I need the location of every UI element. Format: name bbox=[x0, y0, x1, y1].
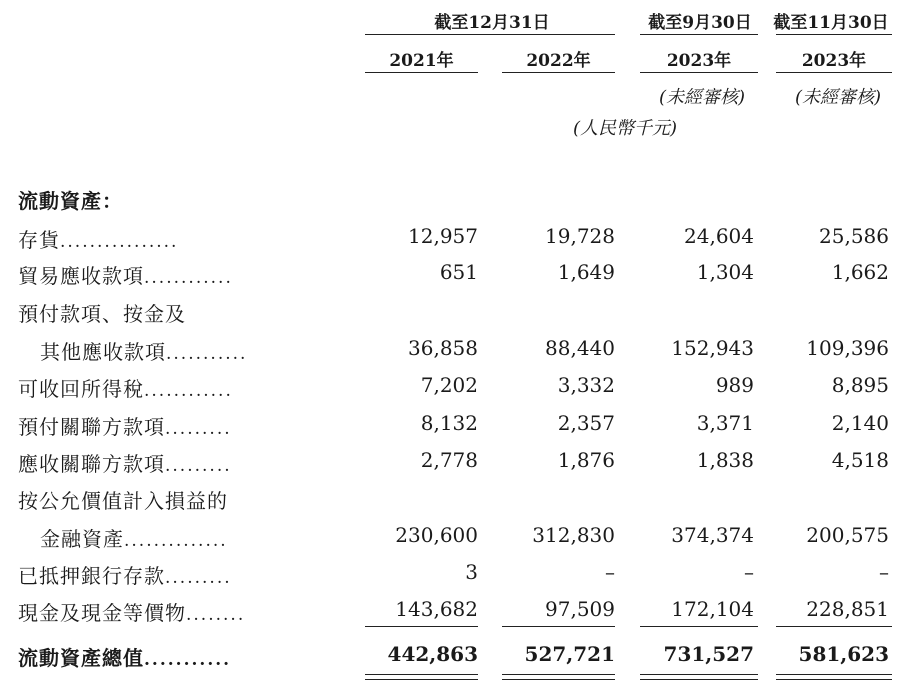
year-header-2023-nov: 2023年 bbox=[801, 51, 867, 71]
leader-dots: ............ bbox=[144, 268, 233, 288]
leader-dots: ........... bbox=[144, 650, 232, 670]
double-rule-2023-nov-b bbox=[776, 679, 892, 680]
year-rule-2023-nov bbox=[776, 72, 892, 73]
cell-2021: 7,202 bbox=[420, 373, 478, 397]
cell-2022: 1,876 bbox=[557, 448, 615, 472]
row-label: 貿易應收款項 bbox=[18, 264, 144, 288]
double-rule-2023-nov-a bbox=[776, 674, 892, 675]
leader-dots: .............. bbox=[124, 531, 228, 551]
cell-2023-nov: 25,586 bbox=[819, 224, 889, 248]
cell-2023-sep: 1,838 bbox=[696, 448, 754, 472]
currency-note: (人民幣千元) bbox=[572, 118, 678, 139]
double-rule-2021-a bbox=[365, 674, 478, 675]
double-rule-2021-b bbox=[365, 679, 478, 680]
cell-2021: 2,778 bbox=[420, 448, 478, 472]
year-header-2021: 2021年 bbox=[389, 51, 454, 71]
row-label: 應收關聯方款項 bbox=[18, 452, 165, 476]
cell-2022: – bbox=[605, 560, 615, 584]
leader-dots: ......... bbox=[165, 568, 232, 588]
cell-2021: 8,132 bbox=[420, 411, 478, 435]
cell-2021: 3 bbox=[465, 560, 478, 584]
subtotal-rule-2021 bbox=[365, 626, 478, 627]
row-label: 流動資產總值 bbox=[18, 646, 144, 670]
total-2022: 527,721 bbox=[524, 642, 615, 666]
year-header-2023-sep: 2023年 bbox=[666, 51, 732, 71]
cell-2022: 88,440 bbox=[545, 336, 615, 360]
header-group-nov30: 截至11月30日 bbox=[773, 13, 889, 33]
leader-dots: ......... bbox=[165, 456, 232, 476]
section-title: 流動資產： bbox=[18, 189, 123, 213]
cell-2022: 312,830 bbox=[532, 523, 615, 547]
cell-2023-nov: 109,396 bbox=[806, 336, 889, 360]
unaudited-note-nov: (未經審核) bbox=[794, 87, 882, 108]
year-header-2022: 2022年 bbox=[526, 51, 591, 71]
row-label: 現金及現金等價物 bbox=[18, 601, 186, 625]
cell-2023-nov: 4,518 bbox=[831, 448, 889, 472]
cell-2023-nov: 1,662 bbox=[831, 260, 889, 284]
total-2021: 442,863 bbox=[387, 642, 478, 666]
row-label: 金融資產 bbox=[40, 527, 124, 551]
double-rule-2022-b bbox=[502, 679, 615, 680]
row-label: 按公允價值計入損益的 bbox=[18, 489, 228, 513]
header-group-dec31-rule bbox=[365, 34, 615, 35]
row-label: 可收回所得稅 bbox=[18, 377, 144, 401]
year-rule-2023-sep bbox=[640, 72, 758, 73]
cell-2021: 12,957 bbox=[408, 224, 478, 248]
row-label: 其他應收款項 bbox=[40, 340, 166, 364]
cell-2023-sep: 152,943 bbox=[671, 336, 754, 360]
header-group-sep30: 截至9月30日 bbox=[648, 13, 752, 33]
cell-2022: 2,357 bbox=[557, 411, 615, 435]
cell-2022: 19,728 bbox=[545, 224, 615, 248]
subtotal-rule-2023-nov bbox=[776, 626, 892, 627]
leader-dots: ................ bbox=[60, 232, 179, 252]
cell-2023-sep: – bbox=[744, 560, 754, 584]
cell-2022: 97,509 bbox=[545, 597, 615, 621]
cell-2021: 36,858 bbox=[408, 336, 478, 360]
row-label: 預付關聯方款項 bbox=[18, 415, 165, 439]
row-label: 存貨 bbox=[18, 228, 60, 252]
subtotal-rule-2022 bbox=[502, 626, 615, 627]
cell-2023-nov: 8,895 bbox=[831, 373, 889, 397]
cell-2023-nov: 200,575 bbox=[806, 523, 889, 547]
double-rule-2023-sep-a bbox=[640, 674, 758, 675]
header-group-dec31: 截至12月31日 bbox=[434, 13, 550, 33]
leader-dots: ........ bbox=[186, 605, 246, 625]
cell-2022: 1,649 bbox=[557, 260, 615, 284]
cell-2023-nov: 228,851 bbox=[806, 597, 889, 621]
leader-dots: ........... bbox=[166, 344, 248, 364]
cell-2023-nov: 2,140 bbox=[831, 411, 889, 435]
total-2023-nov: 581,623 bbox=[798, 642, 889, 666]
header-group-nov30-rule bbox=[776, 34, 892, 35]
leader-dots: ......... bbox=[165, 419, 232, 439]
cell-2023-sep: 1,304 bbox=[696, 260, 754, 284]
cell-2023-sep: 3,371 bbox=[696, 411, 754, 435]
subtotal-rule-2023-sep bbox=[640, 626, 758, 627]
cell-2021: 143,682 bbox=[395, 597, 478, 621]
row-label: 預付款項、按金及 bbox=[18, 302, 186, 326]
year-rule-2022 bbox=[502, 72, 615, 73]
cell-2023-sep: 374,374 bbox=[671, 523, 754, 547]
total-2023-sep: 731,527 bbox=[663, 642, 754, 666]
double-rule-2023-sep-b bbox=[640, 679, 758, 680]
cell-2023-sep: 989 bbox=[715, 373, 754, 397]
leader-dots: ............ bbox=[144, 381, 233, 401]
unaudited-note-sep: (未經審核) bbox=[658, 87, 746, 108]
header-group-sep30-rule bbox=[640, 34, 758, 35]
row-label: 已抵押銀行存款 bbox=[18, 564, 165, 588]
cell-2021: 230,600 bbox=[395, 523, 478, 547]
year-rule-2021 bbox=[365, 72, 478, 73]
cell-2023-sep: 172,104 bbox=[671, 597, 754, 621]
cell-2022: 3,332 bbox=[557, 373, 615, 397]
cell-2023-sep: 24,604 bbox=[684, 224, 754, 248]
cell-2023-nov: – bbox=[879, 560, 889, 584]
cell-2021: 651 bbox=[439, 260, 478, 284]
double-rule-2022-a bbox=[502, 674, 615, 675]
